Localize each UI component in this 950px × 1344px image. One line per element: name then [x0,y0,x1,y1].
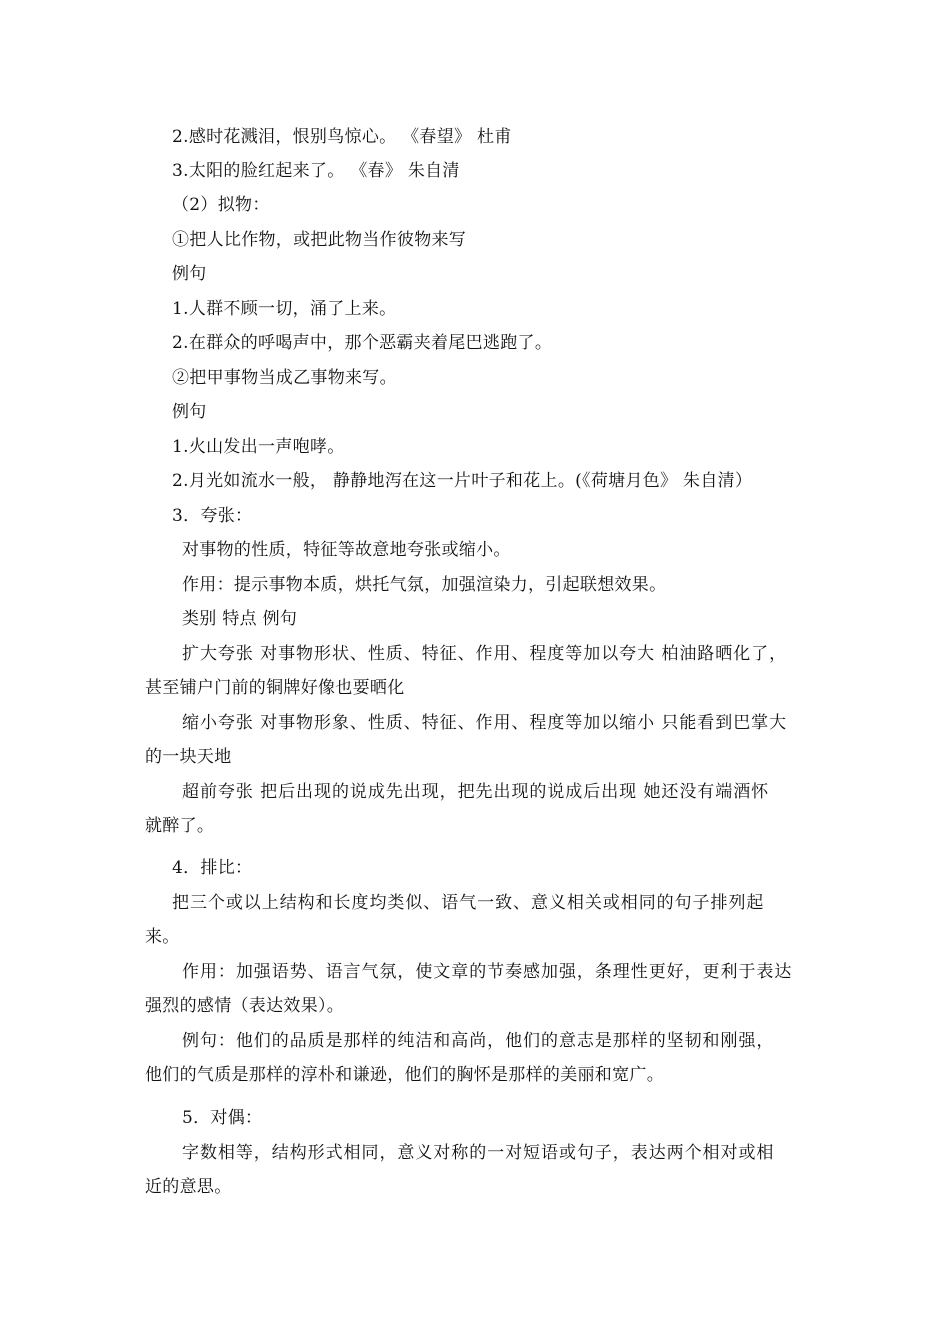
paragraph-line: 缩小夸张 对事物形象、性质、特征、作用、程度等加以缩小 只能看到巴掌大 [182,713,788,733]
example-line-chun: 3.太阳的脸红起来了。 《春》 朱自清 [172,161,460,181]
example-label: 例句 [172,402,207,422]
paragraph-line: 把三个或以上结构和长度均类似、语气一致、意义相关或相同的句子排列起 [172,893,765,913]
definition-line-1: ①把人比作物，或把此物当作彼物来写 [172,230,467,250]
example-line-chunwang: 2.感时花溅泪，恨别鸟惊心。 《春望》 杜甫 [172,127,512,147]
paragraph-line: 就醉了。 [145,816,215,836]
paragraph-line: 强烈的感情（表达效果）。 [145,996,345,1016]
example-line-renqun: 1.人群不顾一切，涌了上来。 [172,299,397,319]
paragraph-line: 作用：提示事物本质，烘托气氛，加强渲染力，引起联想效果。 [182,575,667,595]
section-heading-duiou: 5．对偶： [182,1108,263,1128]
paragraph-line: 甚至铺户门前的铜牌好像也要晒化 [145,678,405,698]
paragraph-line: 字数相等，结构形式相同，意义对称的一对短语或句子，表达两个相对或相 [182,1143,775,1163]
example-line-yueguang: 2.月光如流水一般， 静静地泻在这一片叶子和花上。(《荷塘月色》 朱自清） [172,471,753,491]
example-line-eba: 2.在群众的呼喝声中，那个恶霸夹着尾巴逃跑了。 [172,333,553,353]
paragraph-line: 的一块天地 [145,747,232,767]
subheading-niwu: （2）拟物： [172,195,270,215]
example-line-huoshan: 1.火山发出一声咆哮。 [172,437,345,457]
section-heading-paibi: 4．排比： [172,858,253,878]
example-label: 例句 [172,264,207,284]
section-heading-kuazhang: 3．夸张： [172,506,253,526]
paragraph-line: 作用：加强语势、语言气氛，使文章的节奏感加强，条理性更好，更利于表达 [182,962,793,982]
paragraph-line: 近的意思。 [145,1177,232,1197]
paragraph-line: 对事物的性质，特征等故意地夸张或缩小。 [182,540,511,560]
paragraph-line: 扩大夸张 对事物形状、性质、特征、作用、程度等加以夸大 柏油路晒化了， [182,644,788,664]
paragraph-line: 他们的气质是那样的淳朴和谦逊，他们的胸怀是那样的美丽和宽广。 [145,1065,664,1085]
paragraph-line: 超前夸张 把后出现的说成先出现，把先出现的说成后出现 她还没有端酒怀 [182,782,770,802]
paragraph-line: 来。 [145,927,180,947]
definition-line-2: ②把甲事物当成乙事物来写。 [172,368,397,388]
paragraph-line: 例句：他们的品质是那样的纯洁和高尚，他们的意志是那样的坚韧和刚强， [182,1031,775,1051]
table-header-line: 类别 特点 例句 [182,609,298,629]
